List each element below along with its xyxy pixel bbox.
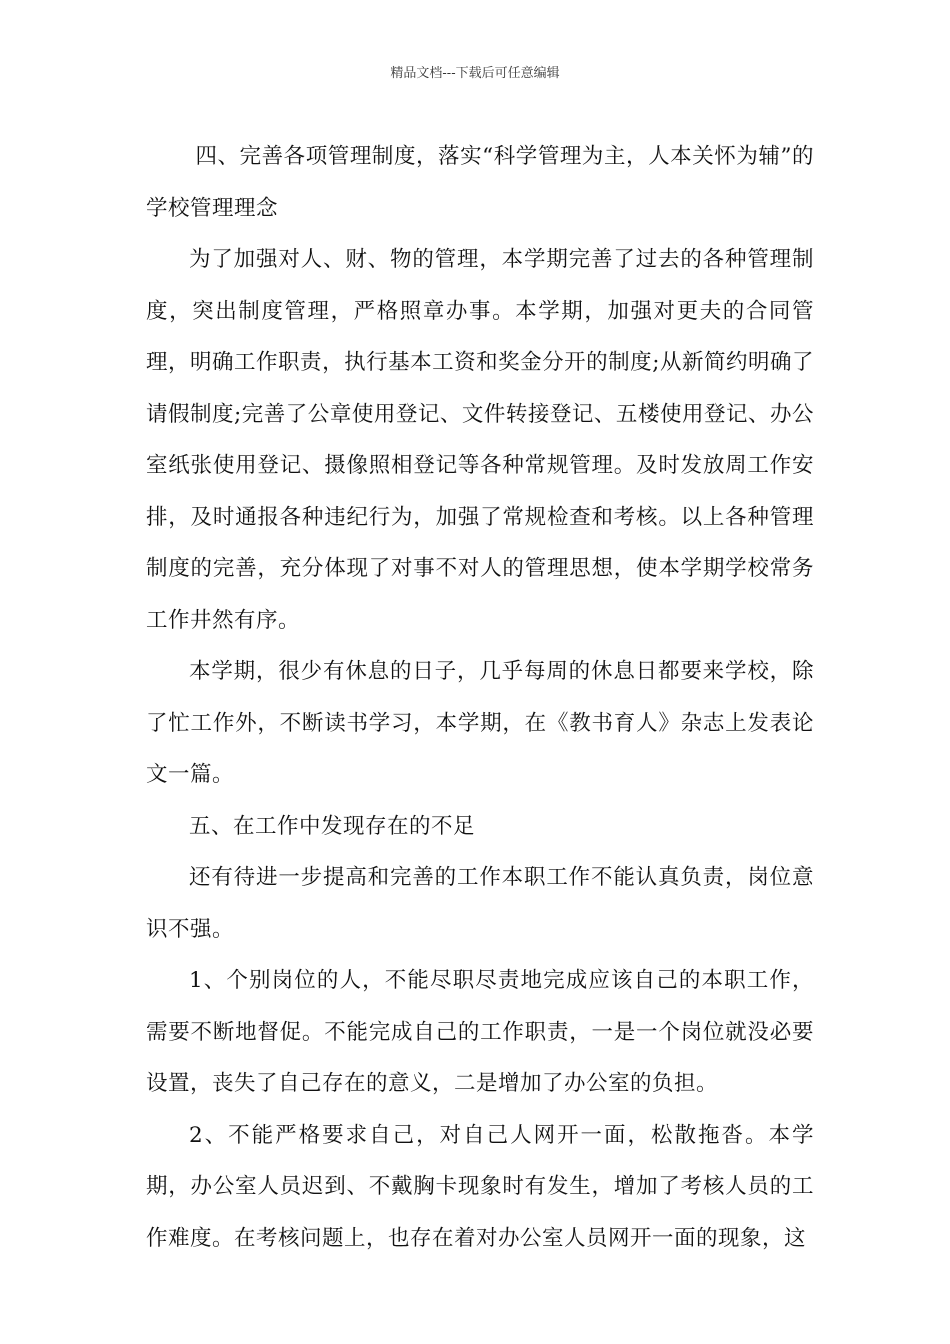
section-heading-five: 五、在工作中发现存在的不足 [189,813,476,839]
page-header: 精品文档---下载后可任意编辑 [390,66,560,81]
paragraph-study: 本学期，很少有休息的日子，几乎每周的休息日都要来学校，除了忙工作外，不断读书学习，本学期，在《教书育人》杂志上发表论文一篇。 [146,659,814,787]
section-heading-four: 四、完善各项管理制度，落实“科学管理为主，人本关怀为辅”的学校管理理念 [146,144,814,221]
list-item-2: 2、不能严格要求自己，对自己人网开一面，松散拖沓。本学期，办公室人员迟到、不戴胸卡现象时有发生，增加了考核人员的工作难度。在考核问题上，也存在着对办公室人员网开一面的现象，这 [146,1122,814,1251]
list-item-1: 1、个别岗位的人，不能尽职尽责地完成应该自己的本职工作，需要不断地督促。不能完成自己的工作职责，一是一个岗位就没必要设置，丧失了自己存在的意义，二是增加了办公室的负担。 [146,968,814,1096]
document-body [146,131,814,1264]
paragraph-management-system: 为了加强对人、财、物的管理，本学期完善了过去的各种管理制度，突出制度管理，严格照章办事。本学期，加强对更夫的合同管理，明确工作职责，执行基本工资和奖金分开的制度;从新简约明确了请假制度;完善了公章使用登记、文件转接登记、五楼使用登记、办公室纸张使用登记、摄像照相登记等各种常规管理。及时发放周工作安排，及时通报各种违纪行为，加强了常规检查和考核。以上各种管理制度的完善，充分体现了对事不对人的管理思想，使本学期学校常务工作井然有序。 [146,247,814,633]
paragraph-improvement: 还有待进一步提高和完善的工作本职工作不能认真负责，岗位意识不强。 [146,865,814,942]
